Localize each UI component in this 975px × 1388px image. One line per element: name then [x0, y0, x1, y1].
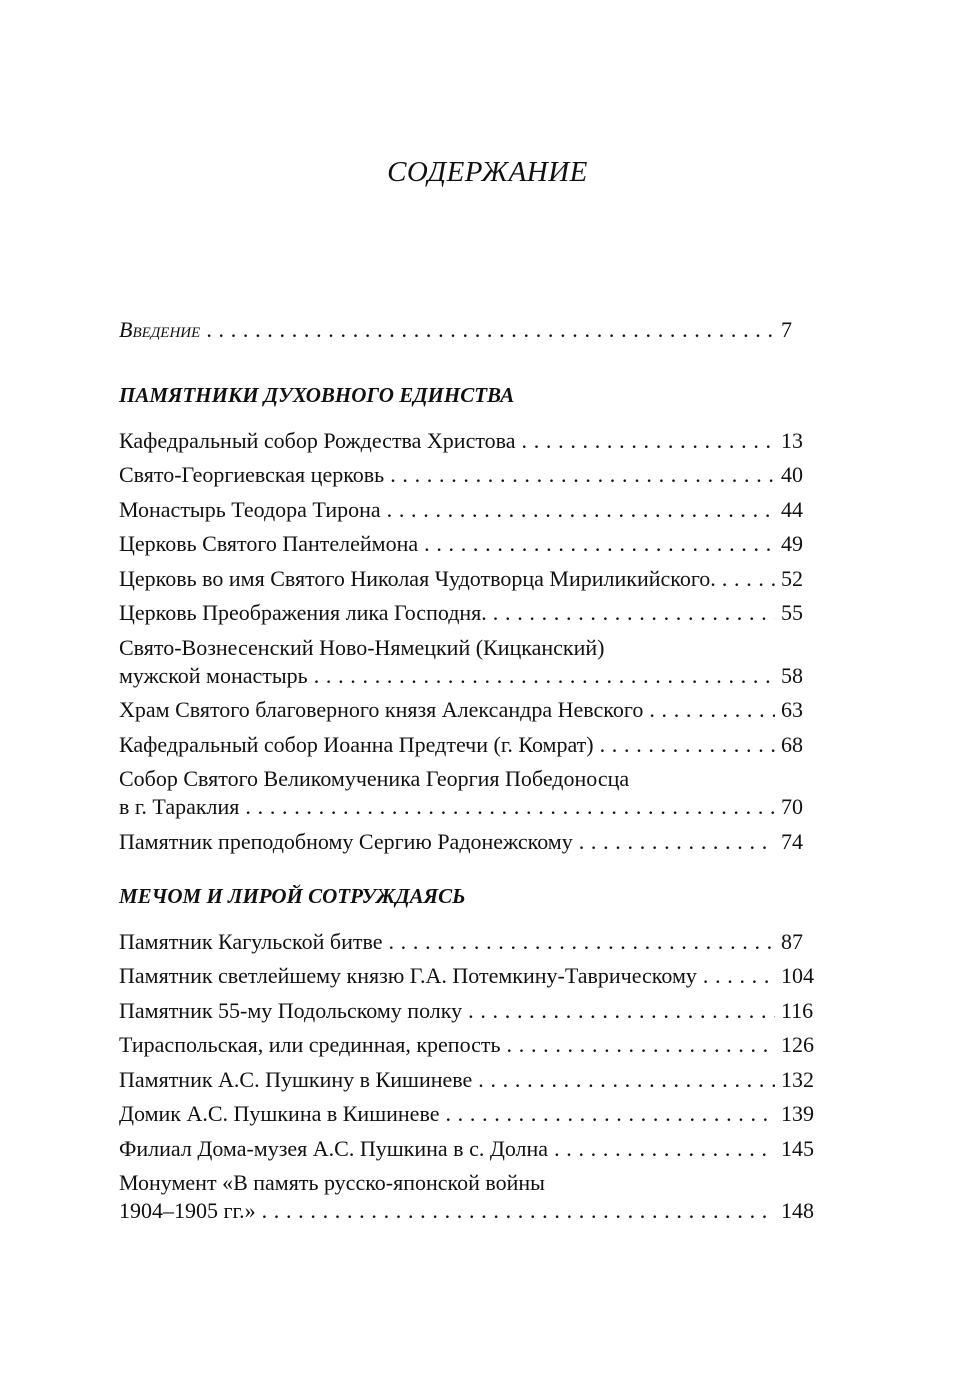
- toc-entry-intro: [119, 316, 815, 344]
- entry-page: 58: [781, 662, 803, 688]
- entry-title: Кафедральный собор Рождества Христова: [119, 427, 516, 453]
- entry-title: в г. Тараклия: [119, 794, 240, 819]
- entry-title: Свято-Георгиевская церковь: [119, 462, 385, 487]
- toc-entry: [119, 1066, 815, 1094]
- entry-page: 7: [781, 317, 792, 342]
- dot-leader: [314, 662, 775, 690]
- entry-page: 139: [781, 1101, 814, 1126]
- entry-title-line1: Собор Святого Великомученика Георгия Победоносца: [119, 766, 630, 791]
- dot-leader: [390, 461, 775, 489]
- dot-leader: [478, 1066, 775, 1094]
- section-heading: МЕЧОМ И ЛИРОЙ СОТРУЖДАЯСЬ: [119, 883, 466, 908]
- toc-entry: [119, 1031, 815, 1059]
- entry-page: 126: [781, 1032, 814, 1057]
- dot-leader: [554, 1135, 775, 1163]
- dot-leader: [206, 316, 775, 344]
- entry-title: Памятник преподобному Сергию Радонежскому: [119, 828, 573, 854]
- toc-entry: [119, 828, 815, 856]
- dot-leader: [387, 496, 775, 524]
- dot-leader: [600, 731, 775, 759]
- entry-page: 87: [781, 928, 803, 954]
- entry-page: 104: [781, 963, 814, 988]
- entry-title: Филиал Дома-музея А.С. Пушкина в с. Долна: [119, 1135, 549, 1161]
- toc-entry: [119, 928, 815, 956]
- entry-page: 40: [781, 462, 803, 487]
- dot-leader: [507, 1031, 775, 1059]
- entry-title: Церковь Святого Пантелеймона: [119, 531, 419, 556]
- entry-title: Кафедральный собор Иоанна Предтечи (г. Комрат): [119, 731, 594, 757]
- entry-page: 132: [781, 1066, 814, 1092]
- toc-entry: [119, 765, 815, 821]
- entry-page: 148: [781, 1198, 814, 1223]
- entry-title: 1904–1905 гг.»: [119, 1198, 256, 1223]
- toc-entry: [119, 696, 815, 724]
- dot-leader: [722, 565, 775, 593]
- dot-leader: [468, 997, 775, 1025]
- entry-page: 52: [781, 565, 803, 591]
- entry-page: 49: [781, 531, 803, 556]
- toc-entry: [119, 565, 815, 593]
- dot-leader: [703, 962, 775, 990]
- entry-title: мужской монастырь: [119, 662, 308, 688]
- dot-leader: [424, 530, 775, 558]
- entry-page: 70: [781, 794, 803, 819]
- toc-entry: [119, 997, 815, 1025]
- dot-leader: [493, 599, 775, 627]
- entry-title: Памятник А.С. Пушкину в Кишиневе: [119, 1066, 473, 1092]
- dot-leader: [522, 427, 775, 455]
- toc-entry: [119, 731, 815, 759]
- entry-page: 44: [781, 496, 803, 522]
- section-heading: ПАМЯТНИКИ ДУХОВНОГО ЕДИНСТВА: [119, 382, 515, 407]
- entry-title: Церковь во имя Святого Николая Чудотворца Мириликийского.: [119, 565, 716, 591]
- entry-page: 145: [781, 1135, 814, 1161]
- entry-page: 63: [781, 697, 803, 722]
- entry-title: Памятник светлейшему князю Г.А. Потемкину-Таврическому: [119, 963, 697, 988]
- entry-page: 68: [781, 731, 803, 757]
- entry-title: Монастырь Теодора Тирона: [119, 496, 381, 522]
- entry-title-line1: Монумент «В память русско-японской войны: [119, 1170, 545, 1195]
- toc-title: СОДЕРЖАНИЕ: [387, 156, 588, 188]
- toc-entry: [119, 461, 815, 489]
- toc-entry: [119, 1135, 815, 1163]
- toc-entry: [119, 1169, 815, 1225]
- toc-entry: [119, 427, 815, 455]
- entry-title: Церковь Преображения лика Господня.: [119, 600, 487, 625]
- toc-entry: [119, 962, 815, 990]
- dot-leader: [445, 1100, 775, 1128]
- entry-title: Памятник 55-му Подольскому полку: [119, 997, 463, 1023]
- entry-page: 55: [781, 600, 803, 625]
- toc-entry: [119, 1100, 815, 1128]
- toc-entry: [119, 530, 815, 558]
- table-of-contents: [119, 316, 815, 1232]
- entry-page: 13: [781, 427, 803, 453]
- toc-entry: [119, 634, 815, 690]
- dot-leader: [649, 696, 775, 724]
- entry-title: Тираспольская, или срединная, крепость: [119, 1032, 501, 1057]
- dot-leader: [388, 928, 775, 956]
- entry-page: 74: [781, 828, 803, 854]
- dot-leader: [262, 1197, 775, 1225]
- toc-entry: [119, 496, 815, 524]
- dot-leader: [579, 828, 775, 856]
- dot-leader: [245, 793, 775, 821]
- entry-page: 116: [781, 997, 814, 1023]
- entry-title: Памятник Кагульской битве: [119, 928, 383, 954]
- entry-title: Введение: [119, 317, 201, 342]
- entry-title: Храм Святого благоверного князя Александра Невского: [119, 697, 644, 722]
- entry-title-line1: Свято-Вознесенский Ново-Нямецкий (Кицканский): [119, 634, 605, 660]
- toc-entry: [119, 599, 815, 627]
- entry-title: Домик А.С. Пушкина в Кишиневе: [119, 1101, 440, 1126]
